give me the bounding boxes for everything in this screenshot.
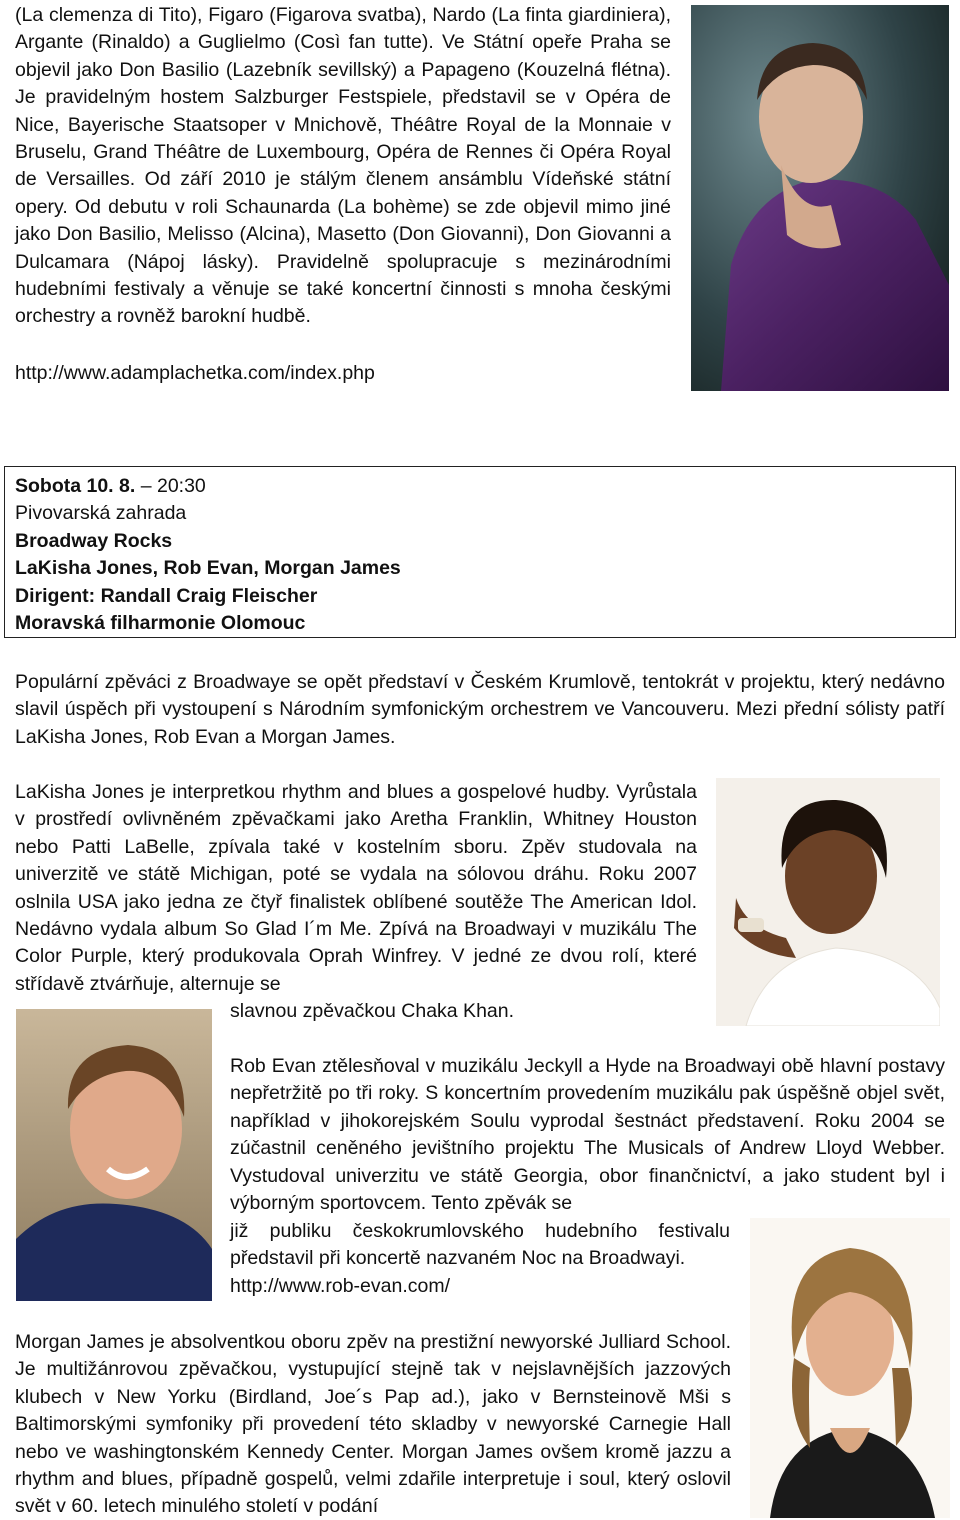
event-orchestra: Moravská filharmonie Olomouc (15, 612, 306, 634)
bio-paragraph: (La clemenza di Tito), Figaro (Figarova svatba), Nardo (La finta giardiniera), Argante (Rinaldo) a Guglielmo (Così fan tutte). Ve Státní opeře Praha se objevil jako Don Basilio (Lazebník sevillský) a Papageno (Kouzelná flétna). Je pravidelným hostem Salzburger Festspiele, představil se v Opéra de Nice, Bayerische Staatsoper v Mnichově, Théâtre Royal de la Monnaie v Bruselu, Grand Théâtre de Luxembourg, Opéra de Rennes či Opéra Royal de Versailles. Od září 2010 je stálým členem ansámblu Vídeňské státní opery. Od debutu v roli Schaunarda (La bohème) se zde objevil mimo jiné jako Don Basilio, Melisso (Alcina), Masetto (Don Giovanni), Don Giovanni a Dulcamara (Nápoj lásky). Pravidelně spolupracuje s mezinárodními hudebními festivaly a věnuje se také koncertní činnosti s mnoha českými orchestry a rovněž barokní hudbě. (15, 4, 671, 328)
event-conductor: Dirigent: Randall Craig Fleischer (15, 585, 318, 607)
rob-line-a: již publiku českokrumlovského hudebního festivalu (230, 1220, 730, 1242)
rob-line-b: představil při koncertě nazvaném Noc na Broadwayi. (230, 1247, 686, 1269)
event-performers: LaKisha Jones, Rob Evan, Morgan James (15, 557, 401, 579)
morgan-paragraph: Morgan James je absolventkou oboru zpěv na prestižní newyorské Julliard School. Je multižánrovou zpěvačkou, vystupující stejně tak v nejslavnějších jazzových klubech v New Yorku (Birdland, Joe´s Pap ad.), jako v Bernsteinově Mši s Baltimorskými symfoniky při provedení této skladby v newyorské Carnegie Hall nebo ve washingtonském Kennedy Center. Morgan James ovšem kromě jazzu a rhythm and blues, případně gospelů, velmi zdařile interpretuje i soul, který oslovil svět v 60. letech minulého století v podání (15, 1331, 731, 1518)
portrait-photo-morgan-james (750, 1218, 950, 1518)
rob-paragraph: Rob Evan ztělesňoval v muzikálu Jeckyll a Hyde na Broadwayi obě hlavní postavy nepřetržitě po tři roky. S koncertním provedením muzikálu pak úspěšně objel svět, například v jihokorejském Soulu vyprodal šestnáct představení. Roku 2004 se zúčastnil ceněného jevištního projektu The Musicals of Andrew Lloyd Webber. Vystudoval univerzitu ve státě Georgia, obor finančnictví, a jako student byl i výborným sportovcem. Tento zpěvák se (230, 1055, 945, 1215)
event-title: Broadway Rocks (15, 530, 173, 552)
event-time: – 20:30 (135, 475, 206, 497)
bio-url[interactable]: http://www.adamplachetka.com/index.php (15, 362, 375, 384)
event-date-time (15, 473, 206, 500)
event-date: Sobota 10. 8. (15, 475, 136, 497)
rob-url[interactable]: http://www.rob-evan.com/ (230, 1275, 451, 1297)
portrait-photo-rob-evan (16, 1009, 212, 1301)
intro-paragraph: Populární zpěváci z Broadwaye se opět představí v Českém Krumlově, tentokrát v projektu, který nedávno slavil úspěch při vystoupení s Národním symfonickým orchestrem ve Vancouveru. Mezi přední sólisty patří LaKisha Jones, Rob Evan a Morgan James. (15, 671, 945, 748)
event-venue: Pivovarská zahrada (15, 502, 187, 524)
portrait-photo-adam-plachetka (691, 5, 949, 391)
portrait-photo-lakisha-jones (716, 778, 940, 1026)
lakisha-last-line: slavnou zpěvačkou Chaka Khan. (230, 1000, 515, 1022)
lakisha-paragraph: LaKisha Jones je interpretkou rhythm and blues a gospelové hudby. Vyrůstala v prostředí ovlivněném zpěvačkami jako Aretha Franklin, Whitney Houston nebo Patti LaBelle, zpívala také v kostelním sboru. Zpěv studovala na univerzitě ve státě Michigan, poté se vydala na sólovou dráhu. Roku 2007 oslnila USA jako jedna ze čtyř finalistek oblíbené soutěže The American Idol. Nedávno vydala album So Glad I´m Me. Zpívá na Broadwayi v muzikálu The Color Purple, který produkovala Oprah Winfrey. V jedné ze dvou rolí, které střídavě ztvárňuje, alternuje se (15, 781, 697, 995)
